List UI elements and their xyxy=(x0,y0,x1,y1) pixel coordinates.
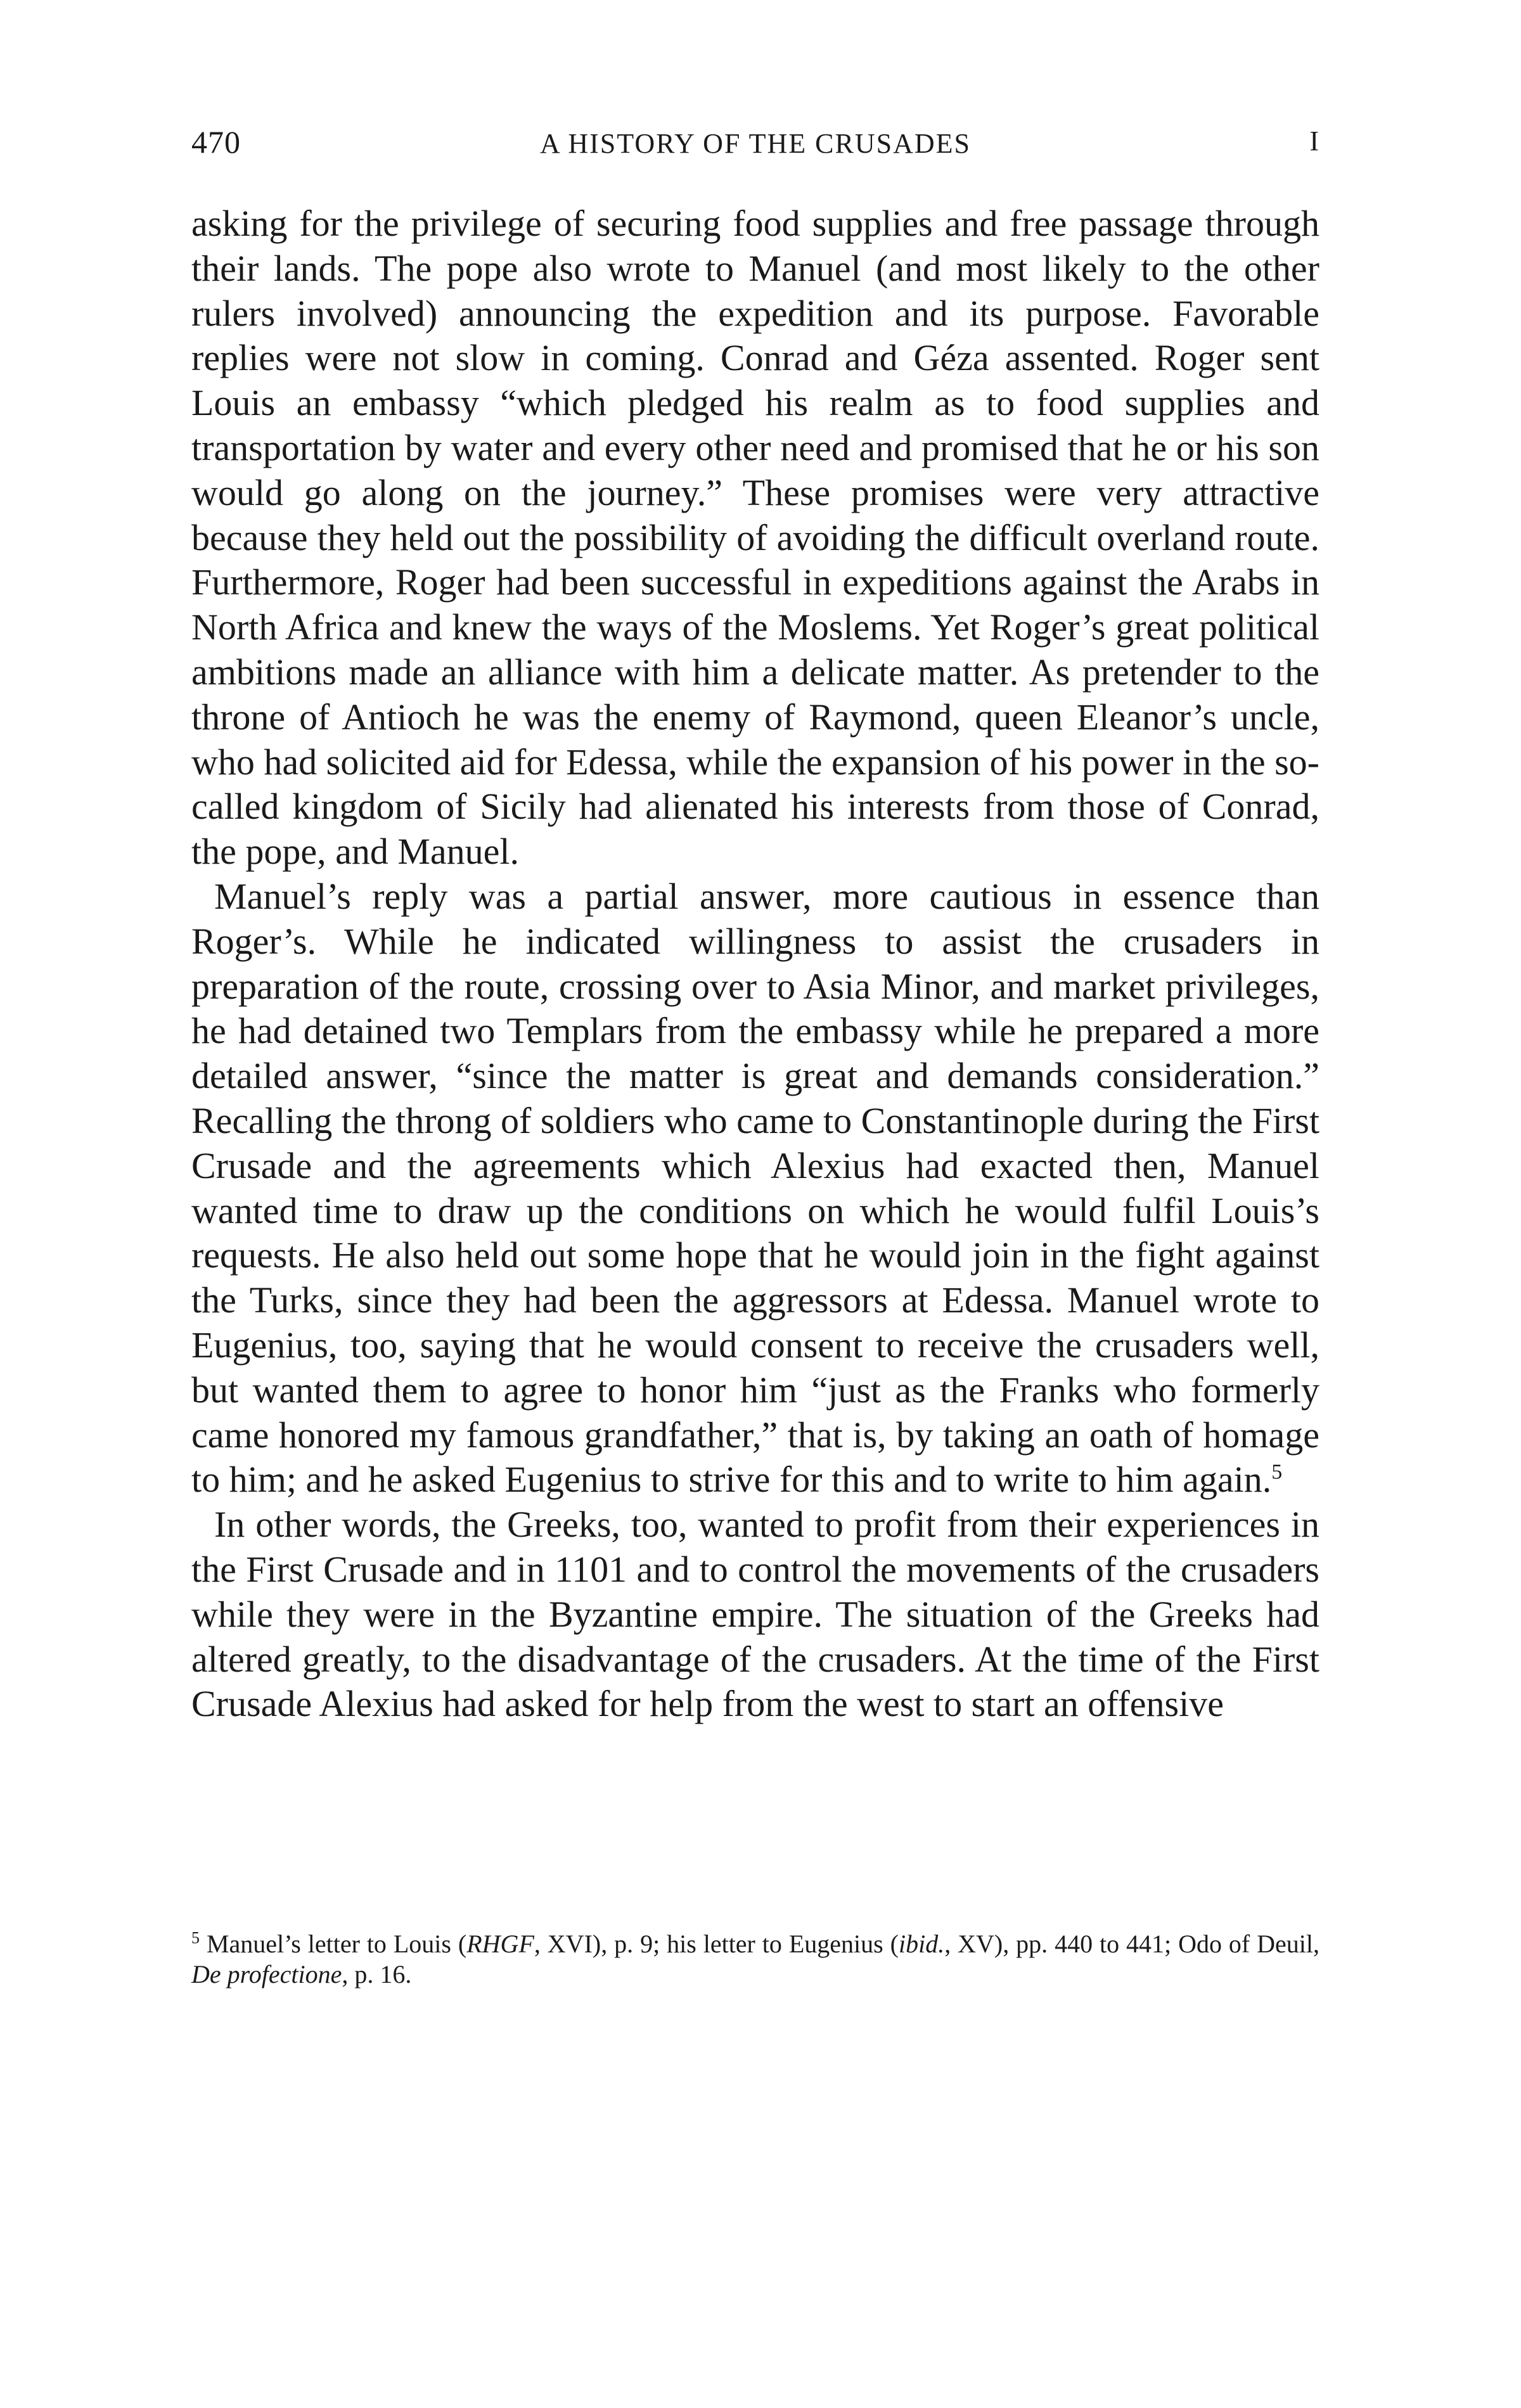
paragraph-text: asking for the privilege of securing food supplies and free passage through their lands. The pope also wrote to Manuel (and most likely to the other rulers involved) announcing the expedition and its purpose. Favorable replies were not slow in coming. Conrad and Géza assented. Roger sent Louis an embassy “which pledged his realm as to food supplies and transportation by water and every other need and promised that he or his son would go along on the journey.” These promises were very attractive because they held out the possibility of avoiding the difficult overland route. Furthermore, Roger had been successful in expeditions against the Arabs in North Africa and knew the ways of the Moslems. Yet Roger’s great political ambitions made an alliance with him a delicate matter. As pretender to the throne of Antioch he was the enemy of Raymond, queen Eleanor’s uncle, who had solicited aid for Edessa, while the expansion of his power in the so-called kingdom of Sicily had alienated his interests from those of Conrad, the pope, and Manuel. xyxy=(191,203,1319,873)
running-head xyxy=(191,124,1319,168)
footnote-citation-ibid: ibid. xyxy=(898,1930,945,1958)
footnote xyxy=(191,1929,1319,1990)
footnote-citation-rhgf: RHGF xyxy=(466,1930,534,1958)
footnote-mark: 5 xyxy=(191,1928,200,1947)
footnote-citation-de-profectione: De profectione xyxy=(191,1960,342,1989)
footnote-text: Manuel’s letter to Louis ( xyxy=(206,1930,467,1958)
body-text xyxy=(191,202,1319,1727)
chapter-number: I xyxy=(1309,125,1319,157)
running-title: A HISTORY OF THE CRUSADES xyxy=(540,128,971,159)
paragraph-text: In other words, the Greeks, too, wanted to profit from their experiences in the First Crusade and in 1101 and to control the movements of the crusaders while they were in the Byzantine empire. The situation of the Greeks had altered greatly, to the disadvantage of the crusaders. At the time of the First Crusade Alexius had asked for help from the west to start an offensive xyxy=(191,1504,1319,1725)
paragraph xyxy=(191,874,1319,1502)
footnote-reference[interactable]: 5 xyxy=(1271,1460,1283,1484)
paragraph-text: Manuel’s reply was a partial answer, more cautious in essence than Roger’s. While he indicated willingness to assist the crusaders in preparation of the route, crossing over to Asia Minor, and market privileges, he had detained two Templars from the embassy while he prepared a more detailed answer, “since the matter is great and demands consideration.” Recalling the throng of soldiers who came to Constantinople during the First Crusade and the agreements which Alexius had exacted then, Manuel wanted time to draw up the conditions on which he would fulfil Louis’s requests. He also held out some hope that he would join in the fight against the Turks, since they had been the aggressors at Edessa. Manuel wrote to Eugenius, too, saying that he would consent to receive the crusaders well, but wanted them to agree to honor him “just as the Franks who formerly came honored my famous grandfather,” that is, by taking an oath of homage to him; and he asked Eugenius to strive for this and to write to him again. xyxy=(191,875,1319,1501)
footnote-text: , p. 16. xyxy=(342,1960,412,1989)
paragraph-continued xyxy=(191,202,1319,874)
footnote-text: , XV), pp. 440 to 441; Odo of Deuil, xyxy=(944,1930,1320,1958)
footnote-text: , XVI), p. 9; his letter to Eugenius ( xyxy=(534,1930,899,1958)
paragraph xyxy=(191,1502,1319,1727)
page-number: 470 xyxy=(191,124,241,160)
